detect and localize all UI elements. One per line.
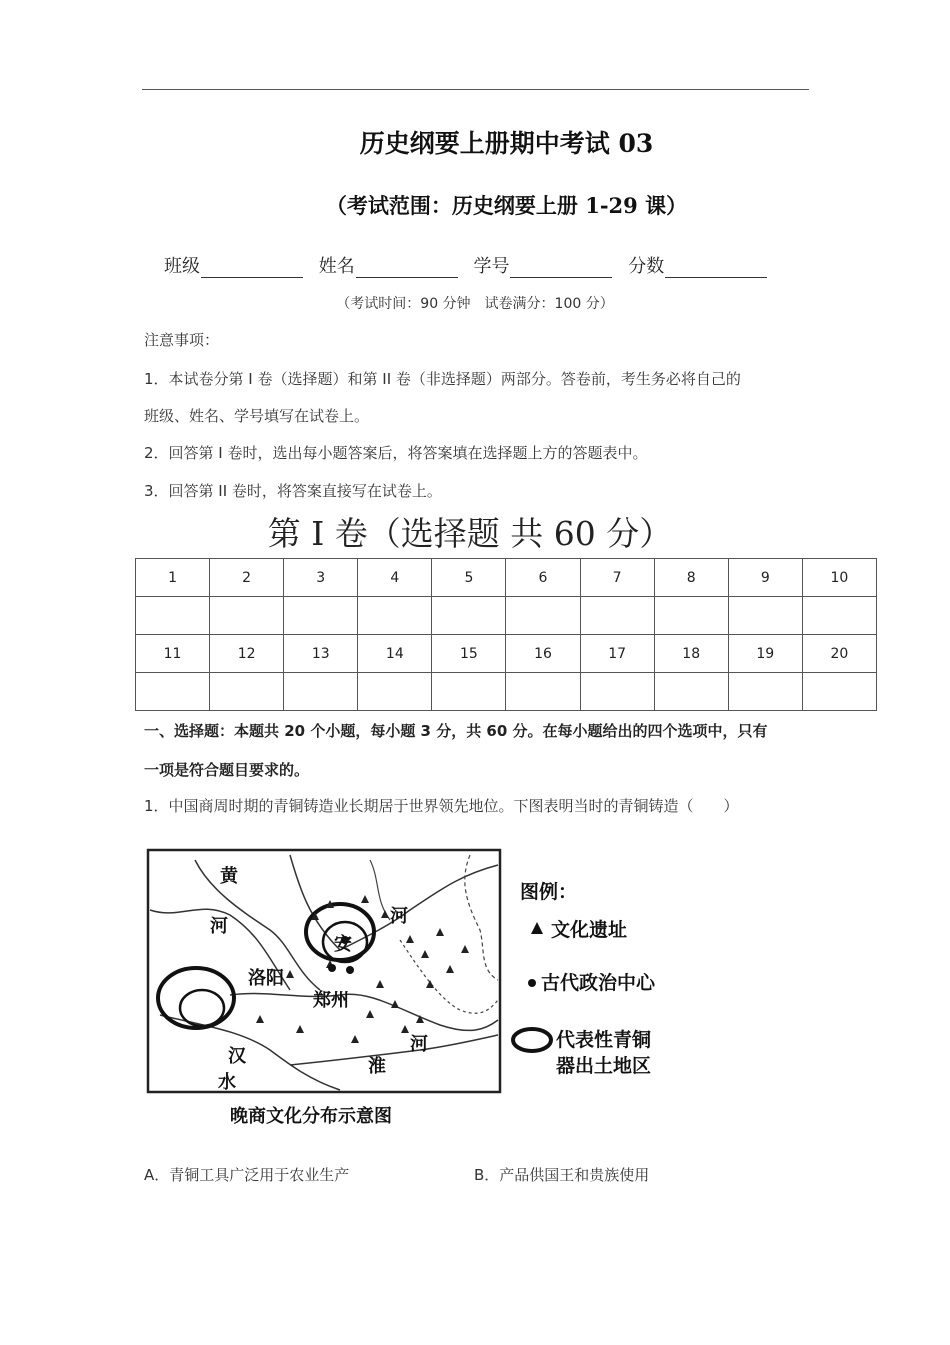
notes-title: 注意事项： — [144, 331, 220, 349]
student-id-field[interactable] — [473, 252, 612, 278]
student-id-label: 学号 — [473, 256, 510, 277]
answer-number: 2 — [210, 559, 284, 597]
answer-table — [135, 558, 877, 711]
answer-number: 18 — [654, 635, 728, 673]
legend-bronze-label-2: 器出土地区 — [556, 1055, 652, 1077]
score-field[interactable] — [628, 252, 767, 278]
answer-cell[interactable] — [432, 597, 506, 635]
answer-cell[interactable] — [506, 673, 580, 711]
answer-number: 8 — [654, 559, 728, 597]
map-caption: 晚商文化分布示意图 — [230, 1106, 392, 1127]
legend-circle-icon — [513, 1029, 551, 1051]
answer-number: 15 — [432, 635, 506, 673]
map-label-huang: 黄 — [220, 866, 238, 887]
class-label: 班级 — [164, 256, 200, 277]
map-label-an: 安 — [334, 934, 352, 955]
answer-table-header-row-1 — [136, 559, 877, 597]
answer-cell[interactable] — [210, 673, 284, 711]
legend-triangle-icon — [531, 922, 543, 934]
legend-title: 图例： — [520, 881, 578, 903]
answer-cell[interactable] — [210, 597, 284, 635]
answer-number: 7 — [580, 559, 654, 597]
time-note — [0, 293, 950, 313]
name-blank[interactable] — [356, 258, 458, 278]
exam-duration: （考试时间：90 分钟 — [336, 296, 471, 312]
name-field[interactable] — [319, 252, 458, 278]
note-1: 1．本试卷分第 I 卷（选择题）和第 II 卷（非选择题）两部分。答卷前，考生务必将自己的 — [144, 370, 741, 388]
name-label: 姓名 — [318, 256, 355, 277]
answer-cell[interactable] — [580, 597, 654, 635]
note-2: 2．回答第 I 卷时，选出每小题答案后，将答案填在选择题上方的答题表中。 — [144, 444, 648, 462]
note-1-cont: 班级、姓名、学号填写在试卷上。 — [144, 407, 370, 425]
student-id-blank[interactable] — [510, 258, 612, 278]
answer-number: 16 — [506, 635, 580, 673]
answer-number: 5 — [432, 559, 506, 597]
legend-dot-icon — [528, 979, 536, 987]
map-svg — [140, 840, 680, 1130]
answer-number: 20 — [802, 635, 876, 673]
answer-cell[interactable] — [728, 597, 802, 635]
class-field[interactable] — [164, 252, 303, 278]
instructions-line-1: 一、选择题：本题共 20 个小题，每小题 3 分，共 60 分。在每小题给出的四个选项中，只有 — [144, 722, 768, 740]
answer-cell[interactable] — [654, 597, 728, 635]
answer-number: 6 — [506, 559, 580, 597]
answer-cell[interactable] — [284, 673, 358, 711]
answer-table-header-row-2 — [136, 635, 877, 673]
top-rule — [142, 89, 809, 90]
map-label-huai: 淮 — [368, 1056, 386, 1077]
class-blank[interactable] — [201, 258, 303, 278]
answer-table-input-row-1 — [136, 597, 877, 635]
exam-title: 历史纲要上册期中考试 03 — [359, 129, 654, 158]
exam-full-score: 试卷满分：100 分） — [484, 296, 614, 312]
question-1-stem: 1．中国商周时期的青铜铸造业长期居于世界领先地位。下图表明当时的青铜铸造（ ） — [144, 797, 739, 815]
note-3: 3．回答第 II 卷时，将答案直接写在试卷上。 — [144, 482, 442, 500]
answer-number: 4 — [358, 559, 432, 597]
answer-cell[interactable] — [802, 597, 876, 635]
answer-number: 9 — [728, 559, 802, 597]
instructions-line-2: 一项是符合题目要求的。 — [144, 761, 310, 779]
section-heading: 第 I 卷（选择题 共 60 分） — [267, 514, 673, 553]
answer-cell[interactable] — [358, 673, 432, 711]
answer-number: 1 — [136, 559, 210, 597]
student-info-row — [164, 252, 777, 278]
answer-number: 12 — [210, 635, 284, 673]
map-label-zhengzhou: 郑州 — [313, 990, 349, 1011]
map-label-he: 河 — [210, 916, 228, 937]
legend-site-label: 文化遗址 — [551, 919, 628, 941]
political-center-dot — [328, 964, 336, 972]
map-label-he: 河 — [390, 906, 408, 927]
political-center-dot — [346, 966, 354, 974]
map-label-luoyang: 洛阳 — [248, 968, 284, 989]
answer-cell[interactable] — [358, 597, 432, 635]
map-label-shui: 水 — [218, 1072, 236, 1093]
answer-cell[interactable] — [506, 597, 580, 635]
answer-cell[interactable] — [802, 673, 876, 711]
answer-number: 14 — [358, 635, 432, 673]
exam-subtitle: （考试范围：历史纲要上册 1-29 课） — [325, 193, 688, 218]
legend-center-label: 古代政治中心 — [541, 972, 656, 994]
answer-cell[interactable] — [580, 673, 654, 711]
option-b[interactable]: B．产品供国王和贵族使用 — [474, 1166, 650, 1184]
map-legend — [513, 880, 656, 1077]
answer-number: 10 — [802, 559, 876, 597]
late-shang-culture-map — [140, 840, 680, 1130]
answer-number: 17 — [580, 635, 654, 673]
map-label-han: 汉 — [228, 1046, 246, 1067]
score-blank[interactable] — [665, 258, 767, 278]
answer-cell[interactable] — [284, 597, 358, 635]
answer-cell[interactable] — [136, 673, 210, 711]
answer-table-input-row-2 — [136, 673, 877, 711]
legend-bronze-label-1: 代表性青铜 — [556, 1029, 652, 1051]
answer-cell[interactable] — [728, 673, 802, 711]
score-label: 分数 — [628, 256, 665, 277]
answer-cell[interactable] — [136, 597, 210, 635]
answer-cell[interactable] — [654, 673, 728, 711]
answer-cell[interactable] — [432, 673, 506, 711]
answer-number: 3 — [284, 559, 358, 597]
answer-number: 13 — [284, 635, 358, 673]
answer-number: 19 — [728, 635, 802, 673]
option-a[interactable]: A．青铜工具广泛用于农业生产 — [144, 1166, 350, 1184]
map-label-he: 河 — [410, 1034, 428, 1055]
answer-number: 11 — [136, 635, 210, 673]
